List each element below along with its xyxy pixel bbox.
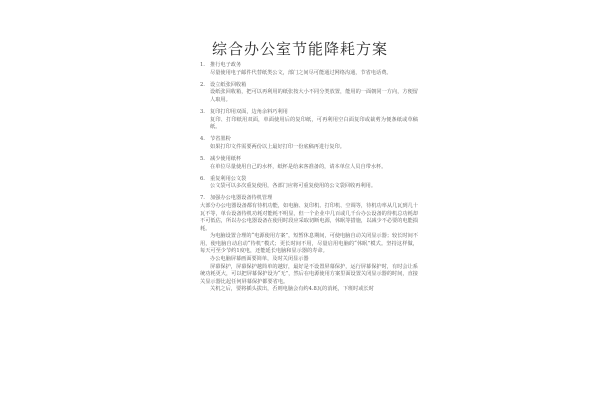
section-6 <box>200 176 418 191</box>
section-paragraph: 复印、打印纸用双面，单面使用后的复印纸，可再利用空白面复印或裁剪为便条纸或草稿纸。 <box>210 116 418 131</box>
section-paragraph: 屏幕保护，屏幕保护越简单的越好，最好是不设置屏幕保护，运行屏幕保护时，有时会让系统功耗更大，可以把屏幕保护设为“无”，然后在电源使用方案里面设置关闭显示器的时间，直接关显示器比起任何屏幕保护都要省电。 <box>200 263 418 285</box>
section-heading: 推行电子政务 <box>210 62 242 68</box>
document-body <box>200 62 418 299</box>
section-number: 7. <box>200 195 205 202</box>
section-paragraph: 尽量使用电子邮件代替纸类公文，部门之间尽可能通过网络沟通，节省电话费。 <box>210 69 392 76</box>
section-heading: 减少使用纸杯 <box>210 155 242 162</box>
document-title: 综合办公室节能降耗方案 <box>211 40 388 58</box>
section-2 <box>200 82 418 105</box>
section-heading: 节省墨粉 <box>210 136 231 143</box>
section-4 <box>200 136 418 151</box>
section-heading: 重复利用公文袋 <box>210 175 247 182</box>
section-number: 1. <box>200 62 205 68</box>
section-paragraph: 在单位尽量使用自己的水杯，纸杯是给来客准备的，请本单位人员自带水杯。 <box>210 163 387 170</box>
section-paragraph: 办公电脑屏幕画面要简单，及时关闭显示器 <box>210 256 309 263</box>
section-7 <box>200 195 418 294</box>
section-paragraph: 公文袋可以多次重复使用，各部门应将可重复使用的公文袋回收再利用。 <box>210 183 377 190</box>
section-paragraph: 大部分办公电器设备都有待机功能，如电脑、复印机、打印机、空调等，待机功率从几瓦到几十瓦不等，单台设备待机功耗对能耗不明显，但一个企业中几百或几千台办公设备的待机总功耗却不可低估，所以办公电器设备在使用时段应采取切断电源，休眠等措施，以减少不必要的电能损耗。 <box>200 202 418 232</box>
section-number: 5. <box>200 155 205 162</box>
section-5 <box>200 156 418 171</box>
section-paragraph: 为电脑设置合理的“电源使用方案”，短暂休息期间，可使电脑自动关闭显示器；较长时间不用，使电脑自动启动“待机”模式；更长时间不用，尽量启用电脑的“休眠”模式。坚持这样做，每天可至少节约1度电，还能延长电脑和显示器的寿命。 <box>200 233 418 255</box>
section-number: 2. <box>200 81 205 88</box>
section-paragraph: 设纸张回收箱，把可以再利用的纸张按大小不同分类放置，能用的一面朝同一方向，方便留人取用。 <box>210 89 418 103</box>
section-paragraph: 如果打印文件需要两份以上最好打印一份底稿再进行复印。 <box>210 143 345 150</box>
section-number: 3. <box>200 108 205 115</box>
section-number: 6. <box>200 175 205 182</box>
section-heading: 复印打印用双面，边角余料巧利用 <box>210 108 288 115</box>
section-number: 4. <box>200 136 205 143</box>
section-heading: 设立纸张回收箱 <box>210 81 247 88</box>
section-3 <box>200 109 418 132</box>
section-heading: 加强办公电器设备待机管理 <box>210 195 273 202</box>
section-1 <box>200 62 418 77</box>
section-paragraph: 关机之后，要将插头拔出，否则电脑会有约4.8瓦的消耗，下班时或长时 <box>210 286 374 293</box>
